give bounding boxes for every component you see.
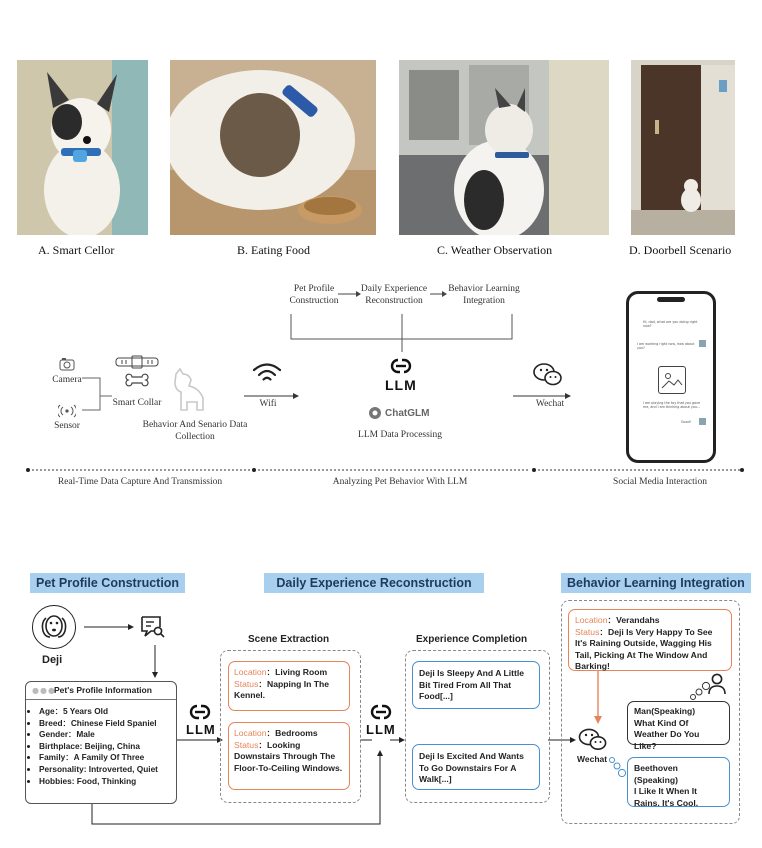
man-msg: Man(Speaking) What Kind Of Weather Do You Like? — [634, 706, 700, 751]
llm-logo-icon — [388, 356, 414, 376]
profile-gender: • Gender：Male — [39, 729, 158, 741]
caption-c: C. Weather Observation — [437, 243, 553, 257]
llm-logo-icon-1 — [187, 702, 213, 722]
behavior-card: Location：Verandahs Status：Deji Is Very Happy To See It's Raining Outside, Wagging His Tail, Picking At The Window And Barking! — [568, 609, 732, 671]
beethoven-speaking-card — [627, 757, 730, 807]
phone-msg-2: I am working right now, how about you? — [637, 342, 695, 350]
beethoven-msg: Beethoven (Speaking) I Like It When It Rains. It's Cool. — [634, 763, 699, 808]
profile-birthplace: • Birthplace: Beijing, China — [39, 741, 158, 753]
phone-avatar-dad — [699, 340, 706, 347]
camera-label: Camera — [52, 375, 82, 385]
profile-card-header — [26, 682, 176, 700]
chatglm-icon — [368, 406, 382, 420]
profile-personality: • Personality: Introverted, Quiet — [39, 764, 158, 776]
phase-label-1: Real-Time Data Capture And Transmission — [57, 477, 223, 487]
chatglm-label: ChatGLM — [385, 407, 430, 419]
phone-msg-4: Good! — [681, 420, 692, 424]
title-pet-profile: Pet Profile Construction — [30, 573, 185, 593]
phone-image-placeholder — [658, 366, 686, 394]
dog-eating-image — [170, 60, 376, 235]
deji-name: Deji — [42, 654, 63, 666]
dog-sitting-image — [17, 60, 148, 235]
exp2-text: Deji Is Excited And Wants To Go Downstairs For A Walk[...] — [419, 751, 524, 784]
person-icon — [707, 673, 727, 695]
photo-doorbell-scenario — [631, 60, 735, 235]
caption-a: A. Smart Cellor — [38, 243, 115, 257]
caption-d: D. Doorbell Scenario — [629, 243, 732, 257]
scene1-status: Napping In The Kennel. — [234, 678, 330, 700]
phone-avatar-dad-2 — [699, 418, 706, 425]
sensor-icon — [58, 404, 76, 418]
smart-collar-label: Smart Collar — [112, 398, 162, 408]
scene-card-1: Location：Living Room Status：Napping In The Kennel. — [228, 661, 350, 711]
scene-extraction-title: Scene Extraction — [248, 634, 330, 645]
wechat-icon-bottom — [578, 727, 608, 753]
behavior-status: Deji Is Very Happy To See It's Raining Outside, Wagging His Tail, Picking At The Window And Barking! — [575, 626, 713, 671]
chatglm-badge — [368, 405, 438, 421]
llm-label-top: LLM — [385, 377, 417, 393]
experience-card-1 — [412, 661, 540, 709]
experience-completion-title: Experience Completion — [416, 634, 528, 645]
profile-header-label: Pet's Profile Information — [54, 685, 152, 695]
phase-label-3: Social Media Interaction — [613, 477, 707, 487]
photo-eating-food — [170, 60, 376, 235]
step-daily-experience: Daily Experience Reconstruction — [360, 284, 428, 306]
phone-msg-1: Hi, dad, what are you doing right now? — [643, 320, 698, 328]
title-daily-experience: Daily Experience Reconstruction — [264, 573, 484, 593]
llm-logo-icon-2 — [368, 702, 394, 722]
collar-icon — [114, 354, 160, 390]
dog-window-image — [399, 60, 609, 235]
llm-label-1: LLM — [186, 722, 216, 737]
wechat-label-top: Wechat — [535, 399, 565, 409]
camera-icon — [59, 357, 75, 371]
wifi-label: Wifi — [259, 399, 277, 409]
behavior-location: Verandahs — [616, 615, 660, 625]
llm-label-2: LLM — [366, 722, 396, 737]
title-behavior-learning: Behavior Learning Integration — [561, 573, 751, 593]
phone-mockup — [626, 291, 716, 463]
profile-card — [25, 681, 177, 804]
wechat-label-bottom: Wechat — [577, 754, 608, 764]
scene2-status-label: Status — [234, 739, 259, 750]
phone-notch — [657, 297, 685, 302]
profile-list — [26, 706, 158, 787]
man-speaking-card — [627, 701, 730, 751]
scene-card-2: Location：Bedrooms Status：Looking Downstairs Through The Floor-To-Ceiling Windows. — [228, 722, 350, 790]
image-icon — [659, 367, 685, 393]
wifi-icon — [252, 362, 282, 384]
dog-silhouette-icon — [168, 368, 214, 412]
photo-weather-observation — [399, 60, 609, 235]
profile-search-icon — [139, 614, 165, 640]
dog-face-icon — [33, 606, 75, 648]
behavior-status-label: Status — [575, 626, 600, 637]
window-dots: ●●● — [32, 686, 56, 695]
experience-card-2 — [412, 744, 540, 790]
profile-breed: • Breed：Chinese Field Spaniel — [39, 718, 158, 730]
behavior-collection-label: Behavior And Senario Data Collection — [142, 420, 248, 442]
llm-processing-label: LLM Data Processing — [358, 430, 442, 440]
scene2-location-label: Location — [234, 728, 267, 738]
photo-smart-collar — [17, 60, 148, 235]
scene1-location: Living Room — [275, 667, 328, 677]
scene1-status-label: Status — [234, 678, 259, 689]
phone-msg-3: I am playing the toy that you gave me, and I am thinking about you... — [643, 401, 701, 409]
step-pet-profile: Pet Profile Construction — [289, 284, 339, 306]
dog-door-image — [631, 60, 735, 235]
caption-b: B. Eating Food — [237, 243, 311, 257]
profile-age: • Age：5 Years Old — [39, 706, 158, 718]
sensor-label: Sensor — [54, 421, 80, 431]
step-behavior-learning: Behavior Learning Integration — [448, 284, 520, 306]
scene2-status: Looking Downstairs Through The Floor-To-Ceiling Windows. — [234, 739, 343, 773]
wechat-icon — [532, 361, 564, 389]
deji-avatar — [32, 605, 76, 649]
profile-hobbies: • Hobbies: Food, Thinking — [39, 776, 158, 788]
behavior-location-label: Location — [575, 615, 608, 625]
exp1-text: Deji Is Sleepy And A Little Bit Tired From All That Food[...] — [419, 668, 525, 701]
scene2-location: Bedrooms — [275, 728, 318, 738]
profile-family: • Family：A Family Of Three — [39, 752, 158, 764]
scene1-location-label: Location — [234, 667, 267, 677]
phase-label-2: Analyzing Pet Behavior With LLM — [332, 477, 468, 487]
